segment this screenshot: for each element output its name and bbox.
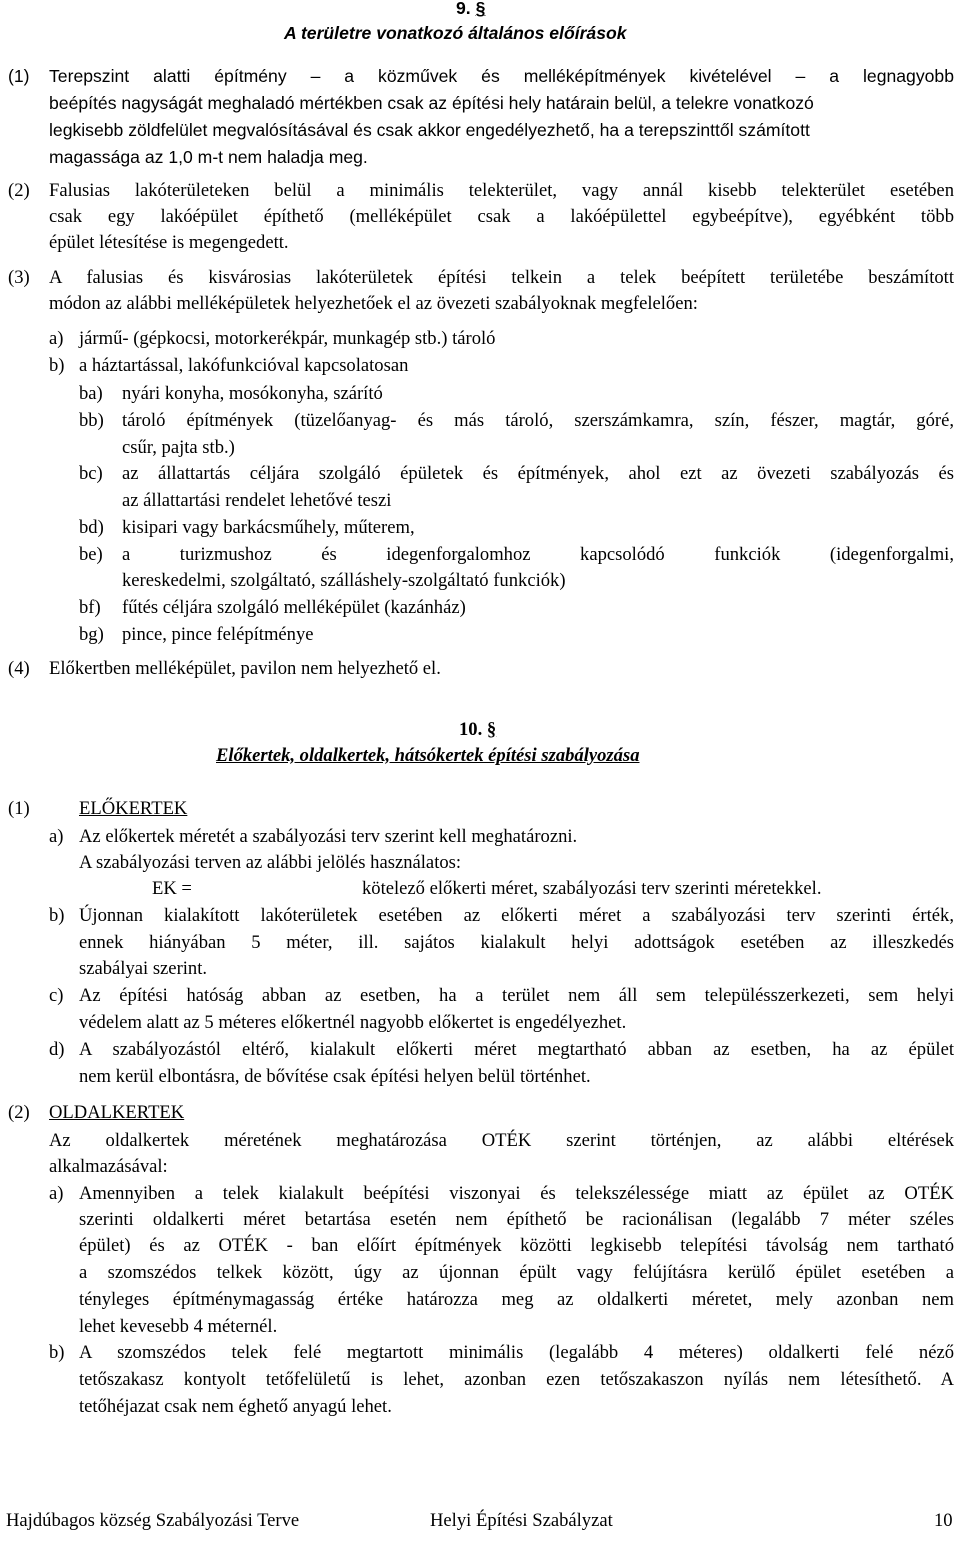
s10-p1-heading: ELŐKERTEK <box>79 798 188 819</box>
s9-p1-line: beépítés nagyságát meghaladó mértékben csak az építési hely határain belül, a telekre vonatkozó <box>49 93 814 113</box>
section-9-title: A területre vonatkozó általános előírások <box>284 23 627 43</box>
list-item-text: A szabályozástól eltérő, kialakult előkerti méret megtartható abban az esetben, ha az épület <box>79 1039 954 1060</box>
s10-p1-label: (1) <box>8 798 30 819</box>
s9-p4-label: (4) <box>8 658 30 679</box>
sublist-item-text: tároló építmények (tüzelőanyag- és más tároló, szerszámkamra, szín, fészer, magtár, góré, <box>122 410 954 431</box>
s10-p2-intro: alkalmazásával: <box>49 1156 168 1177</box>
footer-left: Hajdúbagos község Szabályozási Terve <box>6 1510 300 1531</box>
ek-key: EK = <box>152 878 192 899</box>
list-item-text: A szomszédos telek felé megtartott minimális (legalább 4 méteres) oldalkerti felé néző <box>79 1342 954 1363</box>
list-item-text: védelem alatt az 5 méteres előkertnél nagyobb előkertet is engedélyezhet. <box>79 1012 627 1033</box>
list-label: a) <box>49 826 64 847</box>
sublist-label: bf) <box>79 597 101 618</box>
list-item-text: Az előkertek méretét a szabályozási terv szerint kell meghatározni. <box>79 826 578 847</box>
s9-p3-line: A falusias és kisvárosias lakóterületek építési telkein a telek beépített területébe beszámított <box>49 267 954 288</box>
list-item-text: Amennyiben a telek kialakult beépítési viszonyai és telekszélessége miatt az épület az OTÉK <box>79 1183 954 1204</box>
list-item-text: épület) és az OTÉK - ban előírt építmények közötti legkisebb telepítési távolság nem tartható <box>79 1235 954 1256</box>
s10-p2-intro: Az oldalkertek méretének meghatározása OTÉK szerint történjen, az alábbi eltérések <box>49 1130 954 1151</box>
list-item-text: szabályai szerint. <box>79 958 208 979</box>
ek-value: kötelező előkerti méret, szabályozási terv szerinti méretekkel. <box>362 878 822 899</box>
s9-p4-text: Előkertben melléképület, pavilon nem helyezhető el. <box>49 658 441 679</box>
sublist-label: bb) <box>79 410 104 431</box>
list-item-text: szerinti oldalkerti méret betartása esetén nem építhető be racionálisan (legalább 7 méter széles <box>79 1209 954 1230</box>
sublist-item-text: nyári konyha, mosókonyha, szárító <box>122 383 383 404</box>
sublist-label: bd) <box>79 517 104 538</box>
list-item-text: Az építési hatóság abban az esetben, ha a terület nem áll sem településszerkezeti, sem helyi <box>79 985 954 1006</box>
list-item-text: tényleges építménymagasság értéke határozza meg az oldalkerti méretet, mely azonban nem <box>79 1289 954 1310</box>
footer-center: Helyi Építési Szabályzat <box>430 1510 613 1531</box>
list-item-text: ennek hiányában 5 méter, ill. sajátos kialakult helyi adottságok esetében az illeszkedés <box>79 932 954 953</box>
s9-p2-line: Falusias lakóterületeken belül a minimális telekterület, vagy annál kisebb telekterület esetében <box>49 180 954 201</box>
sublist-label: ba) <box>79 383 103 404</box>
list-label: a) <box>49 1183 64 1204</box>
sublist-item-text: kereskedelmi, szolgáltató, szálláshely-szolgáltató funkciók) <box>122 570 566 591</box>
sublist-label: bc) <box>79 463 103 484</box>
s9-p2-line: épület létesítése is megengedett. <box>49 232 289 253</box>
section-10-title: Előkertek, oldalkertek, hátsókertek építési szabályozása <box>216 745 640 766</box>
sublist-item-text: pince, pince felépítménye <box>122 624 314 645</box>
s9-p2-label: (2) <box>8 180 30 201</box>
list-label: b) <box>49 1342 65 1363</box>
sublist-item-text: csűr, pajta stb.) <box>122 437 235 458</box>
s9-p1-label: (1) <box>8 66 30 86</box>
sublist-item-text: az állattartási rendelet lehetővé teszi <box>122 490 392 511</box>
list-item-text: Újonnan kialakított lakóterületek esetében az előkerti méret a szabályozási terv szerinti érték, <box>79 905 954 926</box>
list-item-text: tetőhéjazat csak nem éghető anyagú lehet. <box>79 1396 392 1417</box>
s9-p1-line: magassága az 1,0 m-t nem haladja meg. <box>49 147 368 167</box>
sublist-item-text: fűtés céljára szolgáló melléképület (kazánház) <box>122 597 466 618</box>
sublist-label: bg) <box>79 624 104 645</box>
sublist-item-text: kisipari vagy barkácsműhely, műterem, <box>122 517 415 538</box>
sublist-item-text: az állattartás céljára szolgáló épületek és építmények, ahol ezt az övezeti szabályozás és <box>122 463 954 484</box>
list-item-text: tetőszakasz kontyolt tetőfelületű is lehet, azonban ezen tetőszakaszon nyílás nem létesíthető. A <box>79 1369 954 1390</box>
list-label: a) <box>49 328 64 349</box>
list-item-text: a szomszédos telkek között, úgy az újonnan épült vagy felújításra kerülő épület esetében a <box>79 1262 954 1283</box>
list-item-text: nem kerül elbontásra, de bővítése csak építési helyen belül történhet. <box>79 1066 591 1087</box>
section-9-number: 9. § <box>456 0 486 18</box>
list-label: b) <box>49 355 65 376</box>
list-item-text: jármű- (gépkocsi, motorkerékpár, munkagép stb.) tároló <box>79 328 496 349</box>
list-label: c) <box>49 985 64 1006</box>
s10-p2-heading: OLDALKERTEK <box>49 1102 185 1123</box>
list-item-text: a háztartással, lakófunkcióval kapcsolatosan <box>79 355 409 376</box>
s9-p2-line: csak egy lakóépület építhető (melléképület csak a lakóépülettel egybeépítve), egyébként több <box>49 206 954 227</box>
s9-p3-line: módon az alábbi melléképületek helyezhetőek el az övezeti szabályoknak megfelelően: <box>49 293 698 314</box>
s9-p1-line: legkisebb zöldfelület megvalósításával és csak akkor engedélyezhető, ha a terepszinttől számított <box>49 120 810 140</box>
sublist-label: be) <box>79 544 103 565</box>
s9-p1-line: Terepszint alatti építmény – a közművek és melléképítmények kivételével – a legnagyobb <box>49 66 954 86</box>
sublist-item-text: a turizmushoz és idegenforgalomhoz kapcsolódó funkciók (idegenforgalmi, <box>122 544 954 565</box>
list-label: b) <box>49 905 65 926</box>
section-10-number: 10. § <box>459 719 497 740</box>
s10-p2-label: (2) <box>8 1102 30 1123</box>
footer-page-number: 10 <box>934 1510 953 1531</box>
list-item-text: lehet kevesebb 4 méternél. <box>79 1316 278 1337</box>
list-item-text: A szabályozási terven az alábbi jelölés használatos: <box>79 852 462 873</box>
list-label: d) <box>49 1039 65 1060</box>
s9-p3-label: (3) <box>8 267 30 288</box>
